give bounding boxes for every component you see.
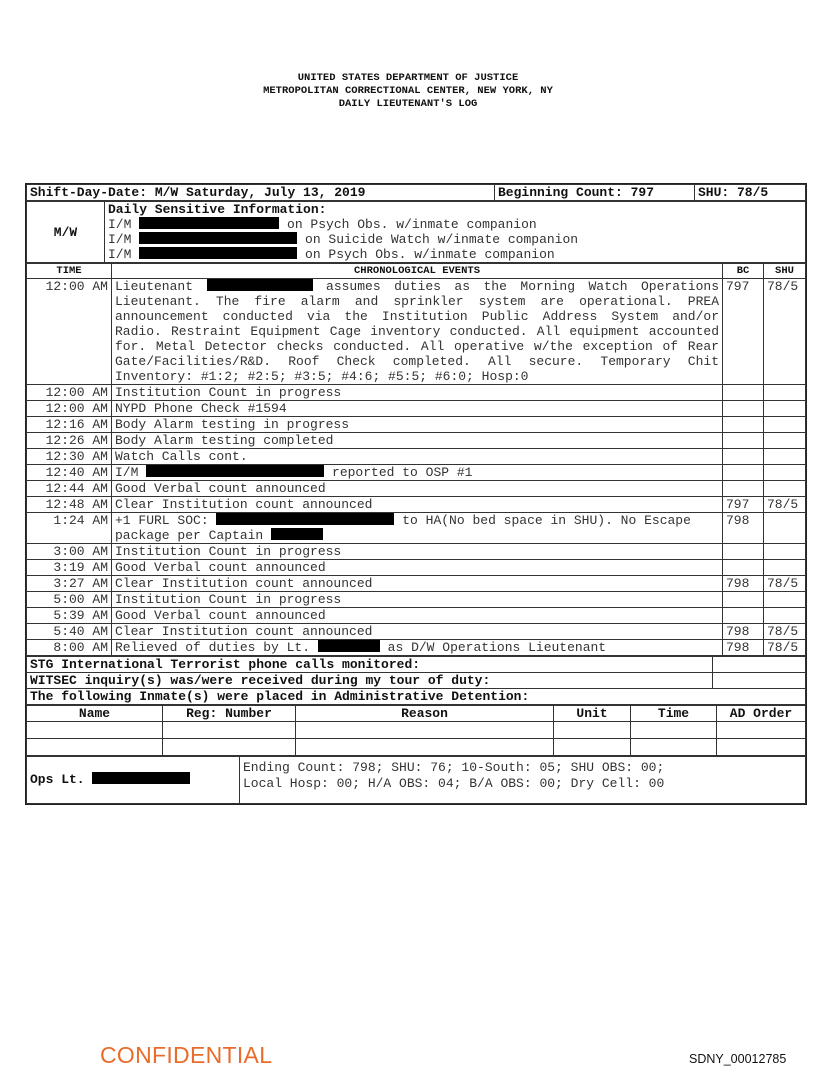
event-row	[27, 481, 806, 497]
redaction-bar	[92, 772, 190, 784]
shift-code: M/W	[27, 202, 105, 263]
ending-count-line-1: Ending Count: 798; SHU: 76; 10-South: 05; SHU OBS: 00;	[243, 760, 665, 775]
event-text: Body Alarm testing in progress	[112, 417, 723, 433]
ad-col-time: Time	[631, 706, 717, 722]
event-time: 12:48 AM	[27, 497, 112, 513]
event-row	[27, 544, 806, 560]
event-text: Good Verbal count announced	[112, 608, 723, 624]
event-row	[27, 576, 806, 592]
event-bc	[723, 608, 764, 624]
redaction-bar	[216, 513, 394, 525]
event-shu	[764, 513, 806, 544]
ad-col-reason: Reason	[296, 706, 554, 722]
sensitive-info-title: Daily Sensitive Information:	[108, 202, 327, 217]
event-row	[27, 385, 806, 401]
ad-col-name: Name	[27, 706, 163, 722]
event-shu	[764, 401, 806, 417]
event-shu: 78/5	[764, 497, 806, 513]
ad-col-unit: Unit	[554, 706, 631, 722]
event-shu: 78/5	[764, 640, 806, 656]
column-header-events: CHRONOLOGICAL EVENTS	[112, 264, 723, 279]
header-agency: UNITED STATES DEPARTMENT OF JUSTICE	[297, 72, 519, 84]
stg-monitor-line: STG International Terrorist phone calls monitored:	[27, 657, 713, 673]
event-row	[27, 608, 806, 624]
event-row	[27, 624, 806, 640]
event-bc	[723, 433, 764, 449]
event-text: I/M reported to OSP #1	[112, 465, 723, 481]
event-time: 3:27 AM	[27, 576, 112, 592]
event-bc	[723, 544, 764, 560]
column-header-shu: SHU	[764, 264, 806, 279]
document-header	[0, 72, 816, 111]
event-shu	[764, 417, 806, 433]
event-text: Clear Institution count announced	[112, 497, 723, 513]
event-text: Relieved of duties by Lt. as D/W Operations Lieutenant	[112, 640, 723, 656]
event-time: 12:00 AM	[27, 279, 112, 385]
event-text: Institution Count in progress	[112, 385, 723, 401]
event-row	[27, 449, 806, 465]
chronological-events-table	[26, 263, 806, 656]
event-text: Lieutenant assumes duties as the Morning Watch Operations Lieutenant. The fire alarm and sprinkler system are operational. PREA announcement conducted via the Institution Public Address System and/or Radio. Restraint Equipment Cage inventory conducted. All equipment accounted for. Metal Detector checks conducted. All operative w/the exception of Rear Gate/Facilities/R&D. Roof Check completed. All secure. Temporary Chit Inventory: #1:2; #2:5; #3:5; #4:6; #5:5; #6:0; Hosp:0	[112, 279, 723, 385]
column-header-bc: BC	[723, 264, 764, 279]
event-shu	[764, 449, 806, 465]
event-bc	[723, 385, 764, 401]
event-text: Clear Institution count announced	[112, 576, 723, 592]
event-time: 12:44 AM	[27, 481, 112, 497]
event-row	[27, 497, 806, 513]
event-bc	[723, 560, 764, 576]
event-time: 5:40 AM	[27, 624, 112, 640]
event-bc	[723, 401, 764, 417]
event-row	[27, 433, 806, 449]
redaction-bar	[271, 528, 323, 540]
event-row	[27, 592, 806, 608]
event-time: 12:00 AM	[27, 385, 112, 401]
event-shu	[764, 608, 806, 624]
event-row	[27, 640, 806, 656]
event-bc	[723, 481, 764, 497]
event-bc	[723, 592, 764, 608]
event-text: Watch Calls cont.	[112, 449, 723, 465]
sensitive-line: I/M on Suicide Watch w/inmate companion	[108, 232, 579, 247]
sensitive-line: I/M on Psych Obs. w/inmate companion	[108, 247, 555, 262]
event-text: Good Verbal count announced	[112, 560, 723, 576]
event-time: 5:00 AM	[27, 592, 112, 608]
redaction-bar	[318, 640, 380, 652]
event-row	[27, 513, 806, 544]
ad-blank-row	[27, 739, 806, 756]
event-text: Clear Institution count announced	[112, 624, 723, 640]
ops-lt-label: Ops Lt.	[30, 772, 85, 787]
sensitive-line: I/M on Psych Obs. w/inmate companion	[108, 217, 537, 232]
event-bc	[723, 465, 764, 481]
ad-blank-row	[27, 722, 806, 739]
redaction-bar	[139, 217, 279, 229]
event-shu	[764, 465, 806, 481]
event-bc: 798	[723, 513, 764, 544]
event-text: Body Alarm testing completed	[112, 433, 723, 449]
event-shu: 78/5	[764, 576, 806, 592]
redaction-bar	[207, 279, 313, 291]
ad-col-reg-number: Reg: Number	[163, 706, 296, 722]
event-row	[27, 279, 806, 385]
event-shu	[764, 385, 806, 401]
event-text: Institution Count in progress	[112, 592, 723, 608]
sensitive-info-table	[26, 201, 806, 263]
redaction-bar	[139, 247, 297, 259]
shift-day-date: Shift-Day-Date: M/W Saturday, July 13, 2019	[27, 185, 495, 201]
shu-count: SHU: 78/5	[695, 185, 806, 201]
ad-col-ad-order: AD Order	[717, 706, 806, 722]
event-bc: 798	[723, 624, 764, 640]
admin-detention-table	[26, 705, 806, 756]
confidential-stamp: CONFIDENTIAL	[100, 1042, 273, 1068]
column-header-time: TIME	[27, 264, 112, 279]
event-text: NYPD Phone Check #1594	[112, 401, 723, 417]
event-bc: 798	[723, 640, 764, 656]
event-shu	[764, 592, 806, 608]
event-shu: 78/5	[764, 624, 806, 640]
witsec-line: WITSEC inquiry(s) was/were received during my tour of duty:	[27, 673, 713, 689]
header-log-title: DAILY LIEUTENANT'S LOG	[338, 98, 478, 110]
event-bc	[723, 417, 764, 433]
event-bc: 798	[723, 576, 764, 592]
event-shu	[764, 560, 806, 576]
event-shu	[764, 433, 806, 449]
ops-lt-signature	[27, 757, 240, 804]
event-time: 12:26 AM	[27, 433, 112, 449]
event-time: 12:00 AM	[27, 401, 112, 417]
footer-statements	[26, 656, 806, 705]
event-time: 12:40 AM	[27, 465, 112, 481]
admin-detention-line: The following Inmate(s) were placed in Administrative Detention:	[27, 689, 806, 705]
event-time: 1:24 AM	[27, 513, 112, 544]
event-bc: 797	[723, 279, 764, 385]
event-shu	[764, 481, 806, 497]
event-row	[27, 417, 806, 433]
ending-count-line-2: Local Hosp: 00; H/A OBS: 04; B/A OBS: 00; Dry Cell: 00	[243, 776, 665, 791]
lieutenant-log-form	[25, 183, 807, 805]
event-text: Institution Count in progress	[112, 544, 723, 560]
event-shu: 78/5	[764, 279, 806, 385]
event-text: Good Verbal count announced	[112, 481, 723, 497]
redaction-bar	[146, 465, 324, 477]
event-time: 3:19 AM	[27, 560, 112, 576]
event-row	[27, 401, 806, 417]
ending-count-table	[26, 756, 806, 804]
shift-info-table	[26, 184, 806, 201]
event-time: 5:39 AM	[27, 608, 112, 624]
event-shu	[764, 544, 806, 560]
event-text: +1 FURL SOC: to HA(No bed space in SHU). No Escape package per Captain	[112, 513, 723, 544]
event-row	[27, 560, 806, 576]
event-time: 3:00 AM	[27, 544, 112, 560]
event-time: 12:30 AM	[27, 449, 112, 465]
header-facility: METROPOLITAN CORRECTIONAL CENTER, NEW YORK, NY	[263, 85, 553, 97]
event-time: 12:16 AM	[27, 417, 112, 433]
event-bc	[723, 449, 764, 465]
bates-number: SDNY_00012785	[689, 1052, 787, 1066]
event-time: 8:00 AM	[27, 640, 112, 656]
event-row	[27, 465, 806, 481]
redaction-bar	[139, 232, 297, 244]
event-bc: 797	[723, 497, 764, 513]
beginning-count: Beginning Count: 797	[495, 185, 695, 201]
